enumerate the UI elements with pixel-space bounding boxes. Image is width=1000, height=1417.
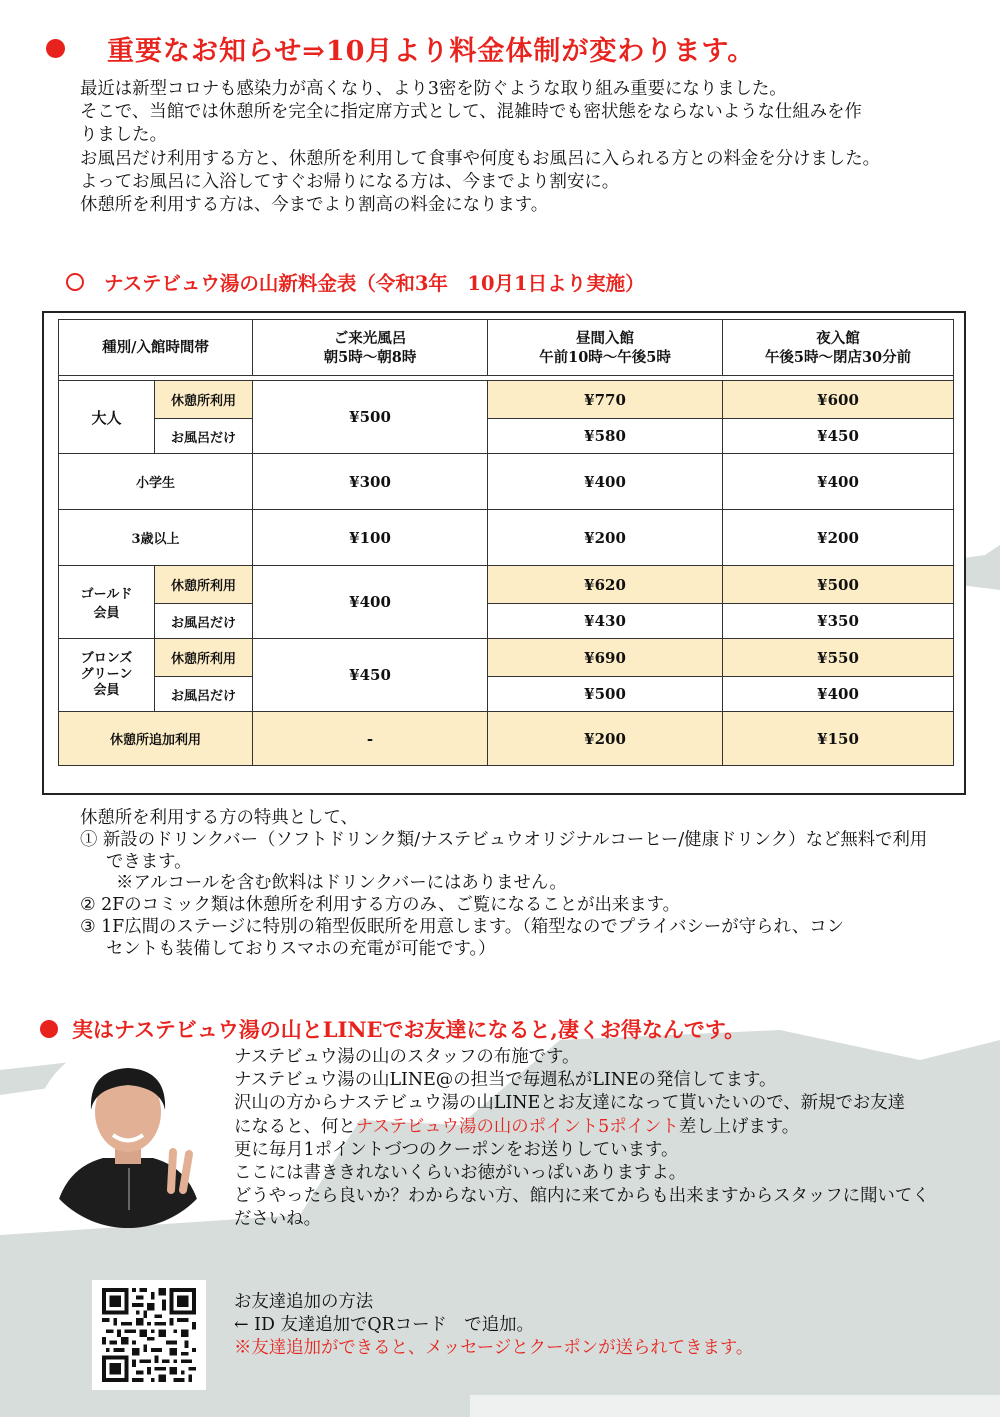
- adult-day-bath-price: ¥580: [488, 419, 723, 454]
- notice-line: りました。: [80, 125, 167, 146]
- staff-line: ナステビュウ湯の山LINE@の担当で毎週私がLINEの発信してます。: [234, 1070, 777, 1091]
- add-friend-note: ※友達追加ができると、メッセージとクーポンが送られてきます。: [234, 1338, 754, 1359]
- table-header-row: [59, 320, 954, 376]
- header-day: [488, 320, 723, 376]
- header-night: [723, 320, 954, 376]
- benefit-item-2: ② 2Fのコミック類は休憩所を利用する方のみ、ご覧になることが出来ます。: [80, 895, 681, 916]
- bronze-label: [59, 639, 155, 712]
- elementary-morning-price: ¥300: [253, 454, 488, 510]
- adult-label: 大人: [59, 381, 155, 454]
- staff-line: ださいね。: [234, 1209, 321, 1230]
- staff-message: [234, 1046, 974, 1232]
- header-day-title: 昼間入館: [576, 329, 635, 347]
- points-highlight: ナステビュウ湯の山のポイント5ポイント: [355, 1116, 679, 1137]
- table-row: [59, 677, 954, 712]
- header-morning: [253, 320, 488, 376]
- staff-line: [234, 1116, 974, 1139]
- benefits-section: [80, 808, 960, 961]
- gold-label-line: ゴールド: [80, 587, 133, 602]
- gold-night-rest-price: ¥500: [723, 566, 954, 604]
- benefit-item-1: ① 新設のドリンクバー（ソフトドリンク類/ナステビュウオリジナルコーヒー/健康ドリンク）など無料で利用: [80, 829, 928, 850]
- bronze-label-line: グリーン: [80, 667, 133, 682]
- add-friend-section: [234, 1291, 934, 1361]
- header-morning-hours: 朝5時～朝8時: [323, 348, 417, 366]
- table-row: [59, 566, 954, 604]
- elementary-label: 小学生: [59, 454, 253, 510]
- sub-label-rest: 休憩所利用: [155, 566, 253, 604]
- gold-night-bath-price: ¥350: [723, 604, 954, 639]
- gold-day-bath-price: ¥430: [488, 604, 723, 639]
- sub-label-bath: お風呂だけ: [155, 419, 253, 454]
- table-row: [59, 604, 954, 639]
- notice-body: [80, 78, 960, 217]
- add-friend-method: ← ID 友達追加でQRコード で追加。: [234, 1315, 534, 1336]
- staff-line-part: 差し上げます。: [678, 1116, 800, 1137]
- table-row: [59, 712, 954, 766]
- adult-morning-price: ¥500: [253, 381, 488, 454]
- table-row: [59, 510, 954, 566]
- benefit-item-3: ③ 1F広間のステージに特別の箱型仮眠所を用意します。（箱型なのでプライバシーが守られ、コン: [80, 916, 845, 937]
- table-row: [59, 381, 954, 419]
- fee-table-heading: [66, 265, 645, 299]
- benefit-item-1-note: ※アルコールを含む飲料はドリンクバーにはありません。: [116, 873, 567, 894]
- sub-label-bath: お風呂だけ: [155, 604, 253, 639]
- fee-table-title: ナステビュウ湯の山新料金表（令和3年 10月1日より実施）: [104, 272, 645, 295]
- qr-code[interactable]: [92, 1280, 206, 1390]
- bronze-night-bath-price: ¥400: [723, 677, 954, 712]
- bronze-morning-price: ¥450: [253, 639, 488, 712]
- gold-morning-price: ¥400: [253, 566, 488, 639]
- elementary-day-price: ¥400: [488, 454, 723, 510]
- gold-label: [59, 566, 155, 639]
- extra-label: 休憩所追加利用: [59, 712, 253, 766]
- header-morning-title: ご来光風呂: [333, 329, 407, 347]
- bronze-label-line: 会員: [93, 683, 120, 698]
- sub-label-rest: 休憩所利用: [155, 381, 253, 419]
- notice-line: 休憩所を利用する方は、今までより割高の料金になります。: [80, 195, 549, 216]
- bronze-day-bath-price: ¥500: [488, 677, 723, 712]
- bronze-label-line: ブロンズ: [80, 651, 133, 666]
- gold-day-rest-price: ¥620: [488, 566, 723, 604]
- extra-night-price: ¥150: [723, 712, 954, 766]
- line-title: 実はナステビュウ湯の山とLINEでお友達になると,凄くお得なんです。: [72, 1017, 746, 1042]
- sub-label-bath: お風呂だけ: [155, 677, 253, 712]
- header-night-title: 夜入館: [816, 329, 860, 347]
- notice-line: お風呂だけ利用する方と、休憩所を利用して食事や何度もお風呂に入られる方との料金を分けました。: [80, 148, 880, 169]
- fee-table-frame: [42, 311, 966, 795]
- notice-heading: [46, 26, 755, 70]
- red-bullet-icon: [46, 39, 65, 58]
- age3-morning-price: ¥100: [253, 510, 488, 566]
- age3-day-price: ¥200: [488, 510, 723, 566]
- staff-line: 沢山の方からナステビュウ湯の山LINEとお友達になって貰いたいので、新規でお友達: [234, 1093, 906, 1114]
- adult-night-rest-price: ¥600: [723, 381, 954, 419]
- red-circle-icon: [66, 273, 84, 291]
- extra-day-price: ¥200: [488, 712, 723, 766]
- elementary-night-price: ¥400: [723, 454, 954, 510]
- bronze-night-rest-price: ¥550: [723, 639, 954, 677]
- header-night-hours: 午後5時～閉店30分前: [764, 348, 912, 366]
- fee-table: [58, 319, 954, 766]
- header-category: 種別/入館時間帯: [59, 320, 253, 376]
- notice-line: そこで、当館では休憩所を完全に指定席方式として、混雑時でも密状態をならないような仕組みを作: [80, 102, 862, 123]
- staff-photo: [33, 1040, 223, 1228]
- table-row: [59, 419, 954, 454]
- gold-label-line: 会員: [93, 606, 120, 621]
- staff-line: 更に毎月1ポイントづつのクーポンをお送りしています。: [234, 1139, 679, 1160]
- qr-code-icon: [102, 1288, 196, 1382]
- notice-line: 最近は新型コロナも感染力が高くなり、より3密を防ぐような取り組み重要になりました。: [80, 79, 787, 99]
- red-bullet-icon: [40, 1020, 58, 1038]
- table-row: [59, 639, 954, 677]
- benefits-intro: 休憩所を利用する方の特典として、: [80, 808, 358, 828]
- staff-line-part: になると、何と: [234, 1116, 356, 1137]
- notice-line: よってお風呂に入浴してすぐお帰りになる方は、今までより割安に。: [80, 171, 620, 192]
- staff-line: どうやったら良いか？わからない方、館内に来てからも出来ますからスタッフに聞いてく: [234, 1186, 930, 1207]
- benefit-item-1-cont: できます。: [106, 851, 192, 872]
- benefit-item-3-cont: セントも装備しておりスマホの充電が可能です。）: [106, 938, 496, 959]
- bronze-day-rest-price: ¥690: [488, 639, 723, 677]
- age3-label: 3歳以上: [59, 510, 253, 566]
- header-day-hours: 午前10時～午後5時: [539, 348, 671, 366]
- staff-line: ここには書ききれないくらいお徳がいっぱいありますよ。: [234, 1163, 687, 1184]
- adult-day-rest-price: ¥770: [488, 381, 723, 419]
- adult-night-bath-price: ¥450: [723, 419, 954, 454]
- sub-label-rest: 休憩所利用: [155, 639, 253, 677]
- extra-morning-price: -: [253, 712, 488, 766]
- add-friend-title: お友達追加の方法: [234, 1292, 374, 1312]
- staff-line: ナステビュウ湯の山のスタッフの布施です。: [234, 1047, 580, 1067]
- staff-portrait-icon: [33, 1040, 223, 1228]
- age3-night-price: ¥200: [723, 510, 954, 566]
- notice-title: 重要なお知らせ⇒10月より料金体制が変わります。: [107, 35, 756, 67]
- table-row: [59, 454, 954, 510]
